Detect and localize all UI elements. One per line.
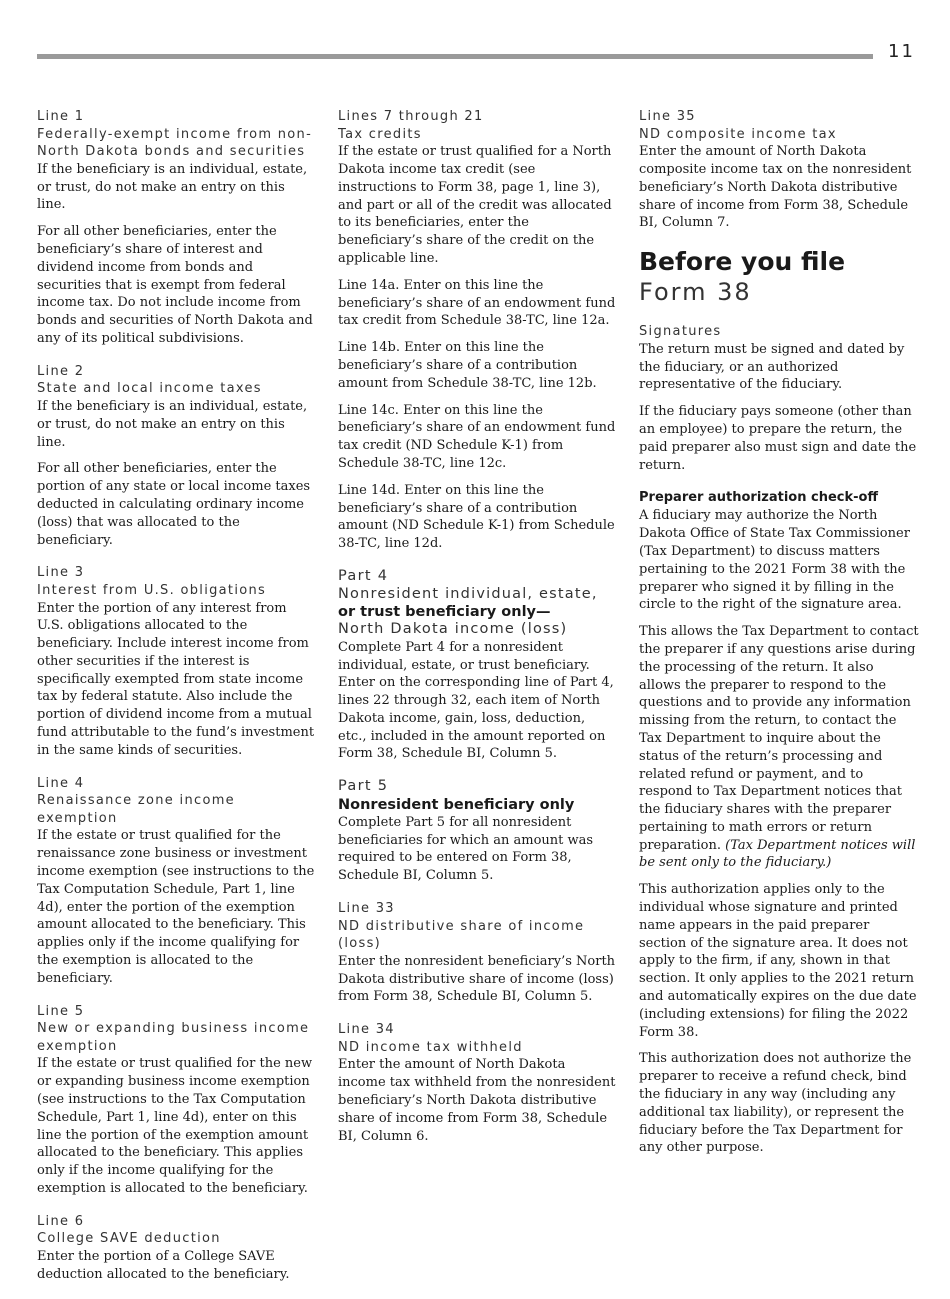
section-number: Line 3 [37, 565, 85, 581]
paragraph: Enter the amount of North Dakota income tax withheld from the nonresident beneficiary’s North Dakota distributive share of income from Form 38, Schedule BI, Column 6. [338, 1057, 616, 1144]
paragraph: Line 14a. Enter on this line the beneficiary’s share of an endowment fund tax credit from Schedule 38-TC, line 12a. [338, 277, 616, 329]
paragraph: Line 14b. Enter on this line the beneficiary’s share of a contribution amount from Schedule 38-TC, line 12b. [338, 340, 597, 391]
paragraph: This authorization applies only to the individual whose signature and printed name appears in the paid preparer section of the signature area. It does not apply to the firm, if any, shown in that section. It only applies to the 2021 return and automatically expires on the due date (including extensions) for filing the 2022 Form 38. [639, 882, 917, 1040]
section-title: Nonresident individual, estate, [338, 585, 598, 602]
column-middle [338, 108, 616, 1160]
section-line-34 [338, 1021, 616, 1145]
section-line-33 [338, 900, 616, 1006]
section-signatures [639, 323, 919, 474]
header-rule [37, 54, 873, 59]
section-title: State and local income taxes [37, 381, 262, 397]
paragraph: If the estate or trust qualified for a North Dakota income tax credit (see instructions to Form 38, page 1, line 3), and part or all of the credit was allocated to its beneficiaries, enter the beneficiary’s share of the credit on the applicable line. [338, 144, 612, 266]
section-line-1 [37, 108, 315, 348]
paragraph: For all other beneficiaries, enter the beneficiary’s share of interest and dividend income from bonds and securities that is exempt from federal income tax. Do not include income from bonds and securities of North Dakota and any of its political subdivisions. [37, 224, 313, 346]
section-line-2 [37, 363, 315, 550]
paragraph: For all other beneficiaries, enter the portion of any state or local income taxes deducted in calculating ordinary income (loss) that was allocated to the beneficiary. [37, 461, 311, 548]
section-part-5 [338, 778, 616, 885]
paragraph: If the fiduciary pays someone (other than an employee) to prepare the return, the paid preparer also must sign and date the return. [639, 404, 917, 473]
paragraph: This authorization does not authorize the preparer to receive a refund check, bind the fiduciary in any way (including any additional tax liability), or represent the fiduciary before the Tax Department for any other purpose. [639, 1051, 912, 1156]
paragraph: Enter the amount of North Dakota composite income tax on the nonresident beneficiary’s North Dakota distributive share of income from Form 38, Schedule BI, Column 7. [639, 144, 912, 231]
section-title-bold: Preparer authorization check-off [639, 490, 879, 506]
section-part-4 [338, 568, 616, 763]
paragraph: If the estate or trust qualified for the renaissance zone business or investment income exemption (see instructions to the Tax Computation Schedule, Part 1, line 4d), enter the portion of the exemption amount allocated to the beneficiary. This applies only if the income qualifying for the exemption is allocated to the beneficiary. [37, 828, 315, 986]
paragraph: A fiduciary may authorize the North Dakota Office of State Tax Commissioner (Tax Department) to discuss matters pertaining to the 2021 Form 38 with the preparer who signed it by filling in the circle to the right of the signature area. [639, 508, 910, 613]
paragraph [639, 623, 919, 872]
column-right [639, 108, 919, 1172]
section-title: Renaissance zone income exemption [37, 793, 235, 826]
section-number: Line 4 [37, 775, 85, 791]
section-title: Signatures [639, 324, 722, 340]
heading-form-38: Form 38 [639, 278, 752, 307]
section-preparer-authorization [639, 489, 919, 1157]
section-number: Part 4 [338, 567, 389, 584]
section-title: Federally-exempt income from non-North Dakota bonds and securities [37, 126, 313, 160]
section-number: Line 33 [338, 901, 395, 917]
section-title: ND composite income tax [639, 126, 837, 142]
page-number: 11 [888, 41, 915, 62]
section-title: ND distributive share of income (loss) [338, 918, 585, 952]
paragraph: Line 14d. Enter on this line the beneficiary’s share of a contribution amount (ND Schedule K-1) from Schedule 38-TC, line 12d. [338, 482, 615, 552]
paragraph: If the beneficiary is an individual, estate, or trust, do not make an entry on this line. [37, 398, 308, 450]
paragraph: Line 14c. Enter on this line the beneficiary’s share of an endowment fund tax credit (ND Schedule K-1) from Schedule 38-TC, line 12c. [338, 402, 616, 471]
section-title: New or expanding business income exemption [37, 1021, 310, 1054]
section-number: Lines 7 through 21 [338, 109, 484, 124]
section-line-5 [37, 1003, 315, 1198]
section-subtitle: North Dakota income (loss) [338, 621, 568, 638]
section-line-6 [37, 1213, 315, 1284]
paragraph-text: This allows the Tax Department to contact the preparer if any questions arise during the processing of the return. It also allows the preparer to respond to the questions and to provide any information missing from the return, to contact the Tax Department to inquire about the status of the return’s processing and related refund or payment, and to respond to Tax Department notices that the fiduciary shares with the preparer pertaining to math errors or return preparation. [639, 624, 919, 853]
paragraph: Enter the portion of a College SAVE deduction allocated to the beneficiary. [37, 1248, 290, 1282]
heading-before-you-file: Before you file [639, 247, 846, 277]
section-title-bold: or trust beneficiary only— [338, 604, 551, 621]
section-number: Line 2 [37, 363, 85, 379]
paragraph: Complete Part 4 for a nonresident individual, estate, or trust beneficiary. Enter on the corresponding line of Part 4, lines 22 through 32, each item of North Dakota income, gain, loss, deduction, etc., included in the amount reported on Form 38, Schedule BI, Column 5. [338, 639, 614, 762]
section-title: ND income tax withheld [338, 1039, 523, 1055]
section-title: College SAVE deduction [37, 1231, 221, 1247]
section-line-4 [37, 775, 315, 988]
section-line-35 [639, 108, 919, 232]
section-title: Interest from U.S. obligations [37, 582, 267, 598]
section-title: Tax credits [338, 126, 422, 142]
paragraph: Enter the portion of any interest from U.S. obligations allocated to the beneficiary. Include interest income from other securities if the interest is specifically exempted from state income tax by federal statute. Also include the portion of dividend income from a mutual fund attributable to the fund’s investment in the same kinds of securities. [37, 600, 315, 758]
section-line-3 [37, 564, 315, 759]
section-number: Line 35 [639, 109, 696, 124]
section-number: Line 1 [37, 109, 85, 124]
paragraph: If the estate or trust qualified for the new or expanding business income exemption (see instructions to the Tax Computation Schedule, Part 1, line 4d), enter on this line the portion of the exemption amount allocated to the beneficiary. This applies only if the income qualifying for the exemption is allocated to the beneficiary. [37, 1056, 313, 1196]
paragraph: Enter the nonresident beneficiary’s North Dakota distributive share of income (loss) from Form 38, Schedule BI, Column 5. [338, 953, 616, 1005]
section-tax-credits [338, 108, 616, 553]
paragraph-italic-note: (Tax Department notices will be sent only to the fiduciary.) [639, 837, 916, 871]
section-title-bold: Nonresident beneficiary only [338, 796, 575, 813]
section-number: Line 6 [37, 1213, 85, 1229]
section-number: Line 5 [37, 1003, 85, 1019]
column-left [37, 108, 315, 1299]
paragraph: If the beneficiary is an individual, estate, or trust, do not make an entry on this line. [37, 161, 308, 213]
paragraph: Complete Part 5 for all nonresident beneficiaries for which an amount was required to be entered on Form 38, Schedule BI, Column 5. [338, 814, 594, 884]
section-number: Part 5 [338, 778, 389, 795]
section-number: Line 34 [338, 1022, 395, 1038]
paragraph: The return must be signed and dated by the fiduciary, or an authorized representative of the fiduciary. [639, 341, 905, 393]
